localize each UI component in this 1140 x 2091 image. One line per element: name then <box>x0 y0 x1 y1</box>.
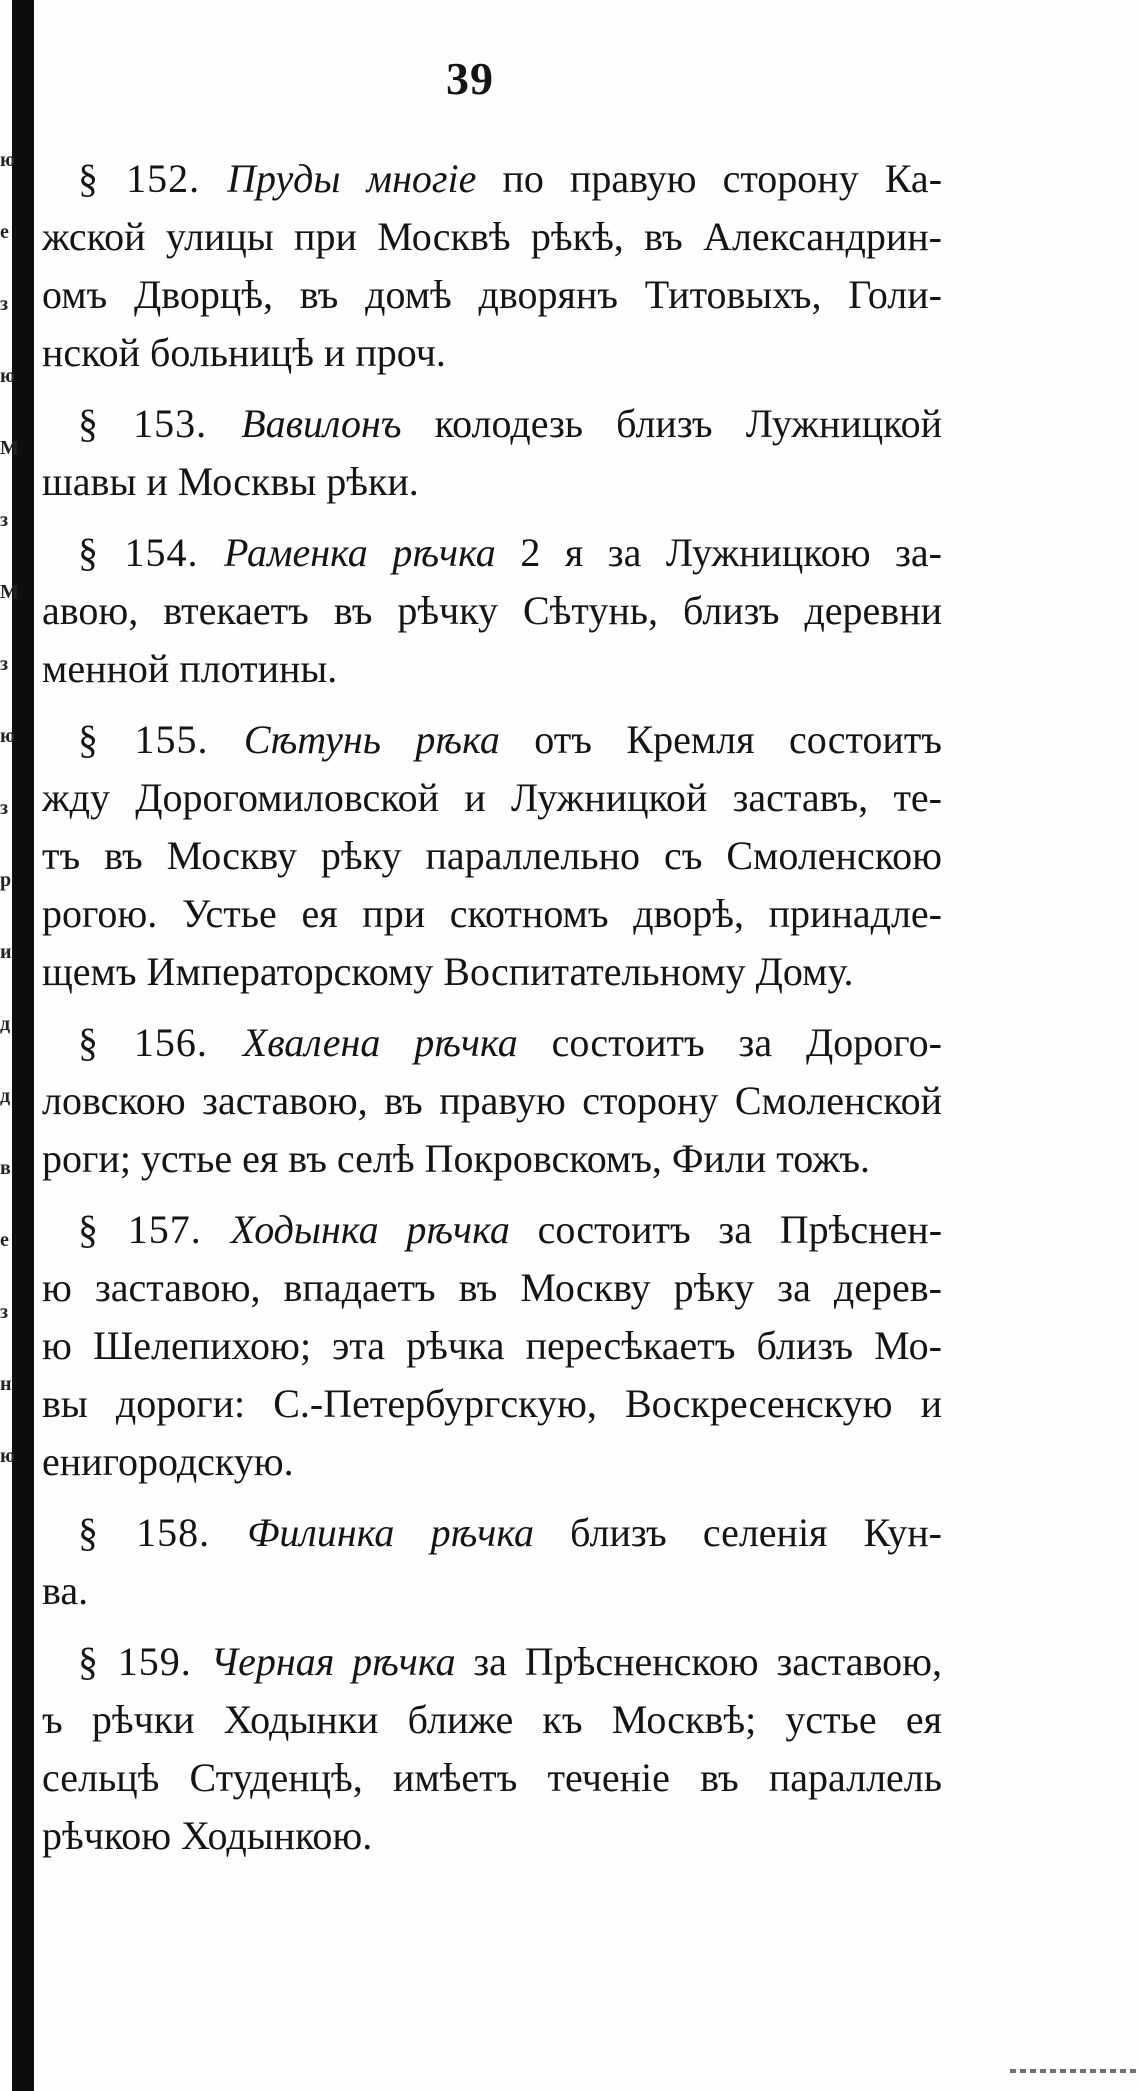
line-text: роги; устье ея въ селѣ Покровскомъ, Фили тожъ. <box>42 1136 871 1181</box>
text-line <box>42 885 942 943</box>
text-line <box>42 1691 942 1749</box>
text-line <box>42 395 942 453</box>
text-line <box>42 640 942 698</box>
text-line <box>42 711 942 769</box>
line-text: ва. <box>42 1568 89 1613</box>
margin-letter-fragment: з <box>0 653 9 675</box>
text-line <box>42 1317 942 1375</box>
margin-letter-fragment: ю <box>0 725 16 747</box>
line-text: авою, втекаетъ въ рѣчку Сѣтунь, близъ деревни <box>42 588 942 633</box>
paragraph-entry <box>42 1201 942 1491</box>
river-name: Пруды многіе <box>227 156 477 201</box>
text-line <box>42 266 942 324</box>
text-line <box>42 1433 942 1491</box>
margin-letter-fragment: М <box>0 437 19 459</box>
line-text: ъ рѣчки Ходынки ближе къ Москвѣ; устье ея <box>42 1697 942 1742</box>
margin-letter-fragment: ю <box>0 1445 16 1467</box>
margin-letter-fragment: е <box>0 221 9 243</box>
paragraph-entry <box>42 1504 942 1620</box>
text-line <box>42 324 942 382</box>
river-name: Раменка рѣчка <box>224 530 496 575</box>
line-text: ю заставою, впадаетъ въ Москву рѣку за дерев- <box>42 1265 942 1310</box>
text-line <box>42 1259 942 1317</box>
paragraph-entry <box>42 150 942 382</box>
line-text: за Прѣсненскою заставою, <box>455 1639 942 1684</box>
margin-letter-fragment: и <box>0 941 12 963</box>
margin-letter-fragment: в <box>0 1157 11 1179</box>
river-name: Черная рѣчка <box>210 1639 456 1684</box>
line-text: омъ Дворцѣ, въ домѣ дворянъ Титовыхъ, Голи- <box>42 272 942 317</box>
margin-letter-fragment: з <box>0 293 9 315</box>
text-line <box>42 208 942 266</box>
paragraph-entry <box>42 524 942 698</box>
margin-letter-fragment: з <box>0 797 9 819</box>
text-line <box>42 582 942 640</box>
text-line <box>42 769 942 827</box>
text-line <box>42 1504 942 1562</box>
line-text: рѣчкою Ходынкою. <box>42 1813 373 1858</box>
text-line <box>42 453 942 511</box>
text-body <box>42 150 942 1878</box>
paragraph-entry <box>42 1014 942 1188</box>
line-text: по правую сторону Ка- <box>476 156 943 201</box>
section-number: § 152. <box>78 156 228 201</box>
section-number: § 156. <box>78 1020 243 1065</box>
text-line <box>42 1201 942 1259</box>
line-text: вы дороги: С.-Петербургскую, Воскресенскую и <box>42 1381 942 1426</box>
river-name: Филинка рѣчка <box>247 1510 535 1555</box>
text-line <box>42 1562 942 1620</box>
text-line <box>42 1633 942 1691</box>
line-text: близъ селенія Кун- <box>534 1510 942 1555</box>
text-line <box>42 1014 942 1072</box>
section-number: § 154. <box>78 530 225 575</box>
paragraph-entry <box>42 711 942 1001</box>
text-line <box>42 150 942 208</box>
line-text: сельцѣ Студенцѣ, имѣетъ теченіе въ параллель <box>42 1755 942 1800</box>
river-name: Вавилонъ <box>241 401 402 446</box>
page-number: 39 <box>446 53 494 104</box>
margin-letter-fragment: з <box>0 1301 9 1323</box>
line-text: колодезь близъ Лужницкой <box>401 401 942 446</box>
line-text: нской больницѣ и проч. <box>42 330 446 375</box>
river-name: Ходынка рѣчка <box>230 1207 510 1252</box>
text-line <box>42 1375 942 1433</box>
margin-letter-fragment: ю <box>0 365 16 387</box>
text-line <box>42 943 942 1001</box>
margin-letter-fragment: д <box>0 1013 11 1035</box>
page-binding-edge <box>12 0 34 2091</box>
section-number: § 159. <box>78 1639 211 1684</box>
line-text: менной плотины. <box>42 646 338 691</box>
margin-letter-fragment: д <box>0 1085 11 1107</box>
text-line <box>42 1807 942 1865</box>
margin-letter-fragment: н <box>0 1373 12 1395</box>
line-text: щемъ Императорскому Воспитательному Дому. <box>42 949 854 994</box>
line-text: шавы и Москвы рѣки. <box>42 459 419 504</box>
line-text: состоитъ за Дорого- <box>517 1020 942 1065</box>
text-line <box>42 524 942 582</box>
print-smudge <box>1010 2069 1140 2073</box>
section-number: § 153. <box>78 401 242 446</box>
line-text: жской улицы при Москвѣ рѣкѣ, въ Александрин- <box>42 214 942 259</box>
section-number: § 157. <box>78 1207 231 1252</box>
text-line <box>42 827 942 885</box>
section-number: § 158. <box>78 1510 248 1555</box>
line-text: ю Шелепихою; эта рѣчка пересѣкаетъ близъ Мо- <box>42 1323 942 1368</box>
river-name: Сѣтунь рѣка <box>243 717 500 762</box>
line-text: рогою. Устье ея при скотномъ дворѣ, принадле- <box>42 891 942 936</box>
line-text: ловскою заставою, въ правую сторону Смоленской <box>42 1078 942 1123</box>
line-text: 2 я за Лужницкою за- <box>495 530 942 575</box>
line-text: тъ въ Москву рѣку параллельно съ Смоленскою <box>42 833 942 878</box>
margin-letter-fragment: М <box>0 581 19 603</box>
line-text: жду Дорогомиловской и Лужницкой заставъ, те- <box>42 775 942 820</box>
text-line <box>42 1749 942 1807</box>
text-line <box>42 1072 942 1130</box>
margin-letter-fragment: з <box>0 509 9 531</box>
section-number: § 155. <box>78 717 244 762</box>
margin-letter-fragment: р <box>0 869 12 891</box>
margin-letter-fragment: е <box>0 1229 9 1251</box>
river-name: Хвалена рѣчка <box>242 1020 518 1065</box>
line-text: енигородскую. <box>42 1439 294 1484</box>
line-text: состоитъ за Прѣснен- <box>509 1207 943 1252</box>
text-line <box>42 1130 942 1188</box>
paragraph-entry <box>42 1633 942 1865</box>
line-text: отъ Кремля состоитъ <box>499 717 942 762</box>
paragraph-entry <box>42 395 942 511</box>
margin-letter-fragment: ю <box>0 149 16 171</box>
